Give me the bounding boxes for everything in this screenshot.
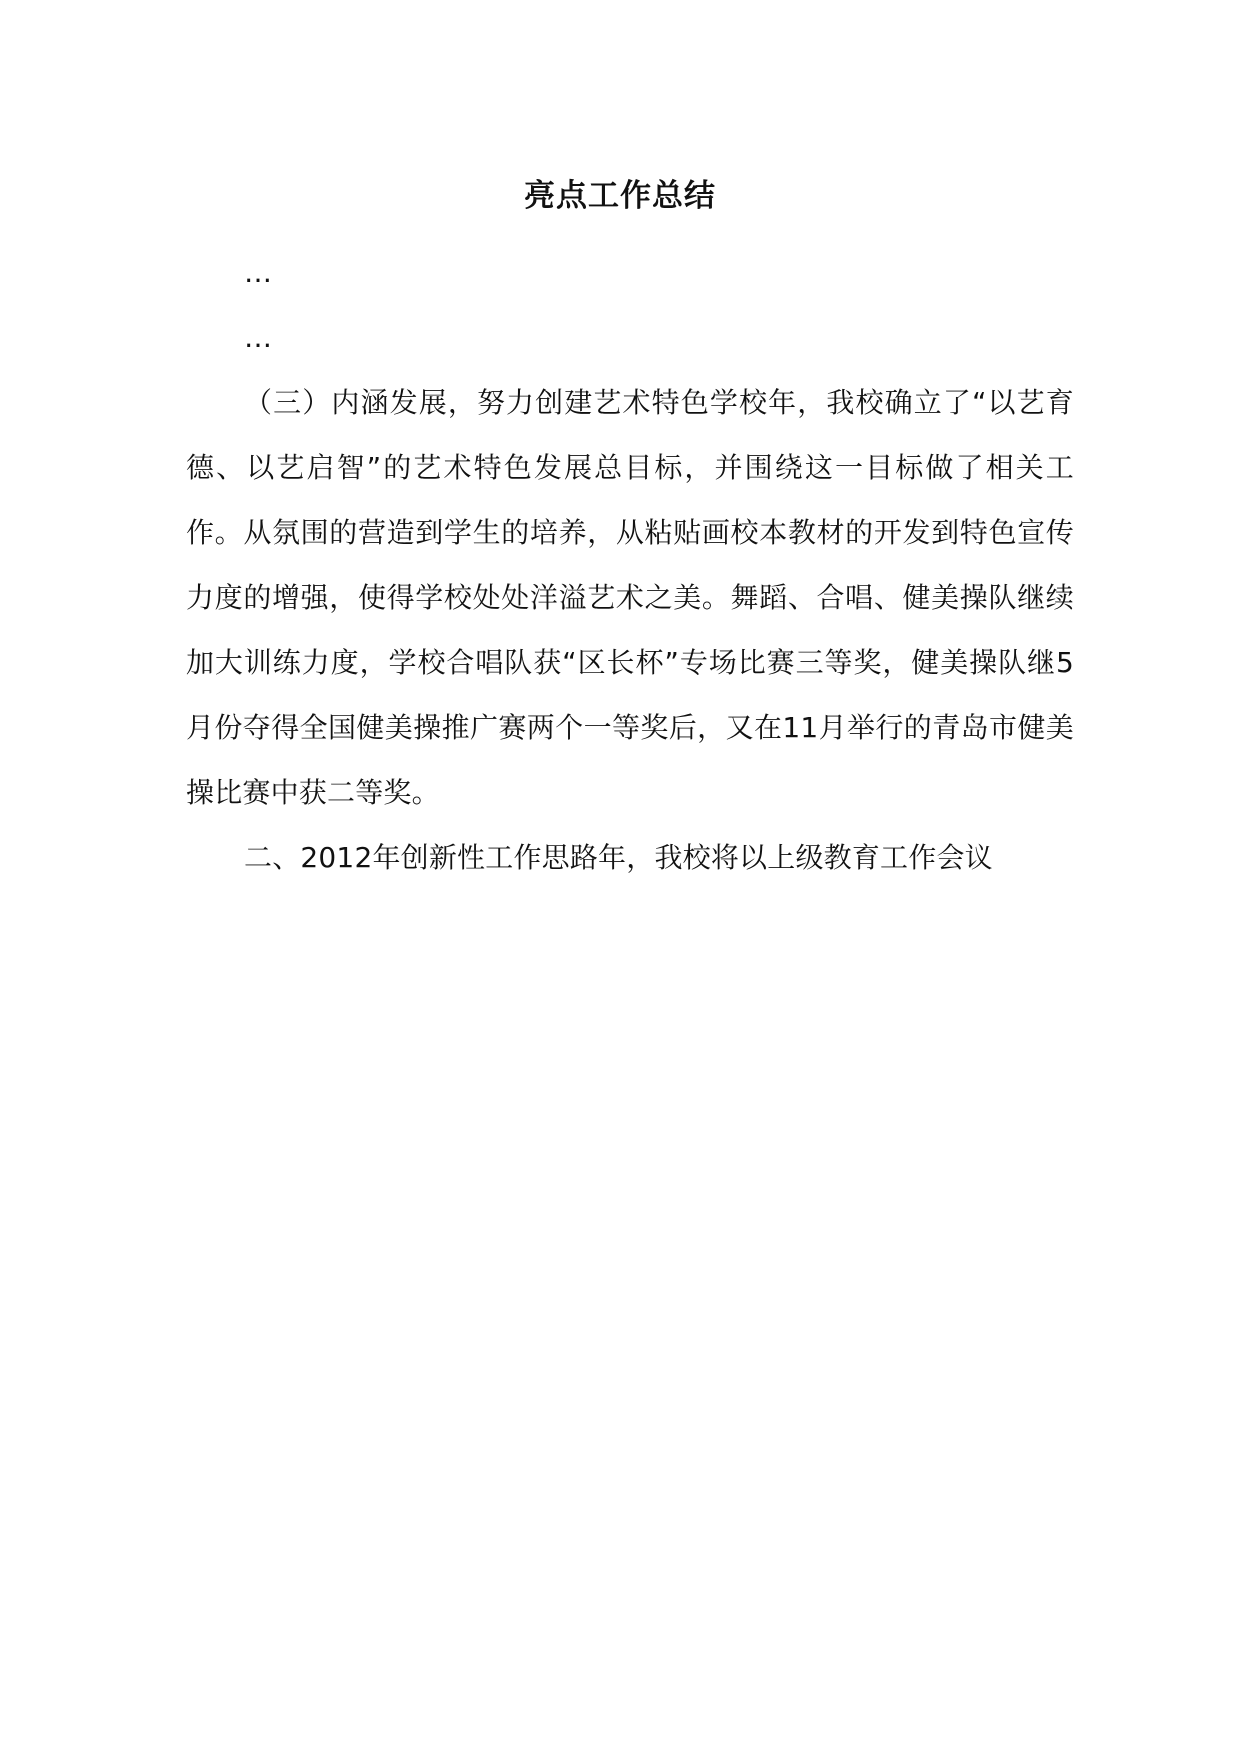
document-title: 亮点工作总结 xyxy=(524,178,716,214)
paragraph-1: … xyxy=(244,256,273,289)
document-body xyxy=(186,240,1074,890)
paragraph-3: （三）内涵发展，努力创建艺术特色学校年，我校确立了“以艺育德、以艺启智”的艺术特色发展总目标，并围绕这一目标做了相关工作。从氛围的营造到学生的培养，从粘贴画校本教材的开发到特色宣传力度的增强，使得学校处处洋溢艺术之美。舞蹈、合唱、健美操队继续加大训练力度，学校合唱队获“区长杯”专场比赛三等奖，健美操队继5月份夺得全国健美操推广赛两个一等奖后，又在11月举行的青岛市健美操比赛中获二等奖。 xyxy=(186,386,1074,809)
paragraph-4: 二、2012年创新性工作思路年，我校将以上级教育工作会议 xyxy=(244,841,993,874)
paragraph-2: … xyxy=(244,321,273,354)
